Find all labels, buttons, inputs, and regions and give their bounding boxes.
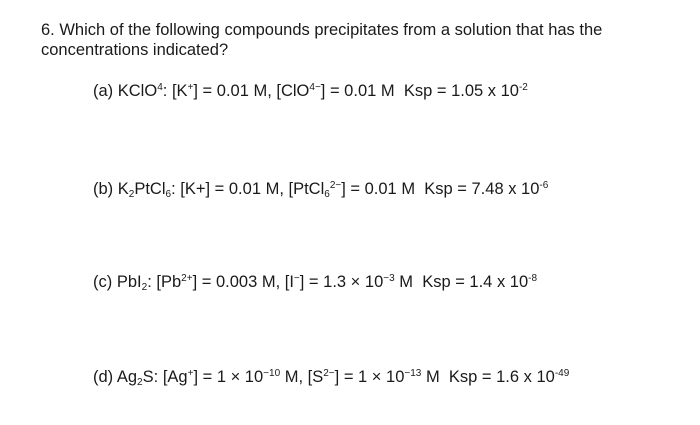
- option-a: [93, 80, 528, 102]
- ksp-value: Ksp = 1.6 x $10^{-49}$: [448, 368, 570, 386]
- option-label: (d): [93, 368, 114, 386]
- question-number: 6.: [41, 21, 55, 39]
- ion-concentration-cation: $[Pb^{2+}] = 0.003$ M,: [156, 273, 281, 291]
- question-prompt: [41, 20, 681, 60]
- ion-concentration-anion: [PtCl$_6^{2-}$] = 0.01 M: [288, 180, 416, 200]
- compound-formula: $K_2PtCl_6$:: [117, 180, 176, 200]
- ksp-value: Ksp = 1.4 x $10^{-8}$: [422, 273, 538, 291]
- option-label: (b): [93, 180, 114, 198]
- ion-concentration-anion: $[I^-] = 1.3 \times 10^{-3}$ M: [284, 273, 413, 291]
- ion-concentration-cation: [K+] = 0.01 M,: [180, 180, 284, 198]
- ksp-value: Ksp = 1.05 x $10^{-2}$: [403, 82, 528, 100]
- ion-concentration-anion: $[S^{2-}] = 1 \times 10^{-13}$ M: [307, 368, 440, 386]
- option-label: (a): [93, 82, 114, 100]
- compound-formula: PbI$_2$:: [116, 273, 152, 293]
- option-b: [93, 178, 548, 200]
- option-c: [93, 271, 537, 293]
- ion-concentration-cation: $[Ag^+] = 1 \times 10^{-10}$ M,: [162, 368, 304, 386]
- compound-formula: $Ag_2S$:: [116, 368, 159, 388]
- ion-concentration-cation: [K+] = 0.01 M,: [171, 82, 272, 100]
- compound-formula: KClO$^4$:: [117, 82, 168, 100]
- option-d: [93, 366, 569, 388]
- ksp-value: Ksp = 7.48 x $10^{-6}$: [424, 180, 549, 198]
- question-text: Which of the following compounds precipitates from a solution that has the concentrations indicated?: [41, 21, 603, 59]
- option-label: (c): [93, 273, 113, 291]
- ion-concentration-anion: [ClO$^{4-}$] = 0.01 M: [276, 82, 395, 100]
